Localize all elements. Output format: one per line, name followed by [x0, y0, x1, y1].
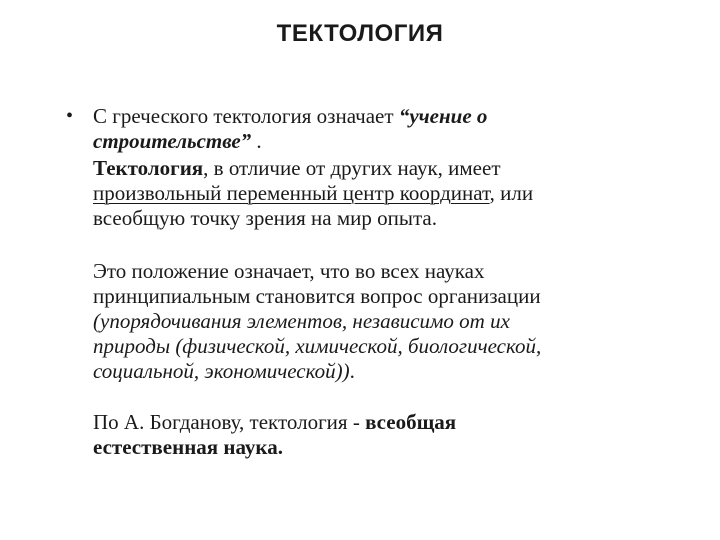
- p2-line-5-end: .: [349, 359, 355, 383]
- paragraph-organization: [93, 259, 628, 384]
- p1-line-1: [93, 156, 613, 181]
- paragraph-definition: [93, 156, 613, 231]
- p1-line-1-rest: , в отличие от других наук, имеет: [203, 156, 501, 180]
- p2-line-5: [93, 359, 628, 384]
- p2-line-3: (упорядочивания элементов, независимо от их: [93, 309, 510, 333]
- bullet-text: [93, 104, 633, 154]
- bullet-marker: •: [66, 105, 74, 127]
- paragraph-bogdanov: [93, 410, 593, 460]
- underlined-phrase: произвольный переменный центр координат: [93, 181, 490, 205]
- bullet-line-1-prefix: С греческого тектология означает: [93, 104, 399, 128]
- term-tektologiya: Тектология: [93, 156, 204, 180]
- p2-line-4: природы (физической, химической, биологической,: [93, 334, 542, 358]
- bullet-line-2-suffix: .: [251, 129, 262, 153]
- p3-line-1-prefix: По А. Богданову, тектология -: [93, 410, 366, 434]
- slide-title: ТЕКТОЛОГИЯ: [276, 20, 444, 47]
- p2-line-5-text: социальной, экономической)): [93, 359, 350, 383]
- p2-line-1: Это положение означает, что во всех науках: [93, 259, 485, 283]
- p3-bold-start: всеобщая: [365, 410, 457, 434]
- bullet-line-2: [93, 129, 633, 154]
- p2-line-2: принципиальным становится вопрос организации: [93, 284, 541, 308]
- bullet-quote-end: строительстве”: [93, 129, 252, 153]
- p1-line-2: [93, 181, 613, 206]
- p1-line-3: всеобщую точку зрения на мир опыта.: [93, 206, 437, 230]
- p3-line-1: [93, 410, 593, 435]
- p3-line-2: естественная наука.: [93, 435, 283, 459]
- bullet-quote-start: “учение о: [398, 104, 488, 128]
- bullet-line-1: [93, 104, 633, 129]
- p1-line-2-rest: , или: [489, 181, 534, 205]
